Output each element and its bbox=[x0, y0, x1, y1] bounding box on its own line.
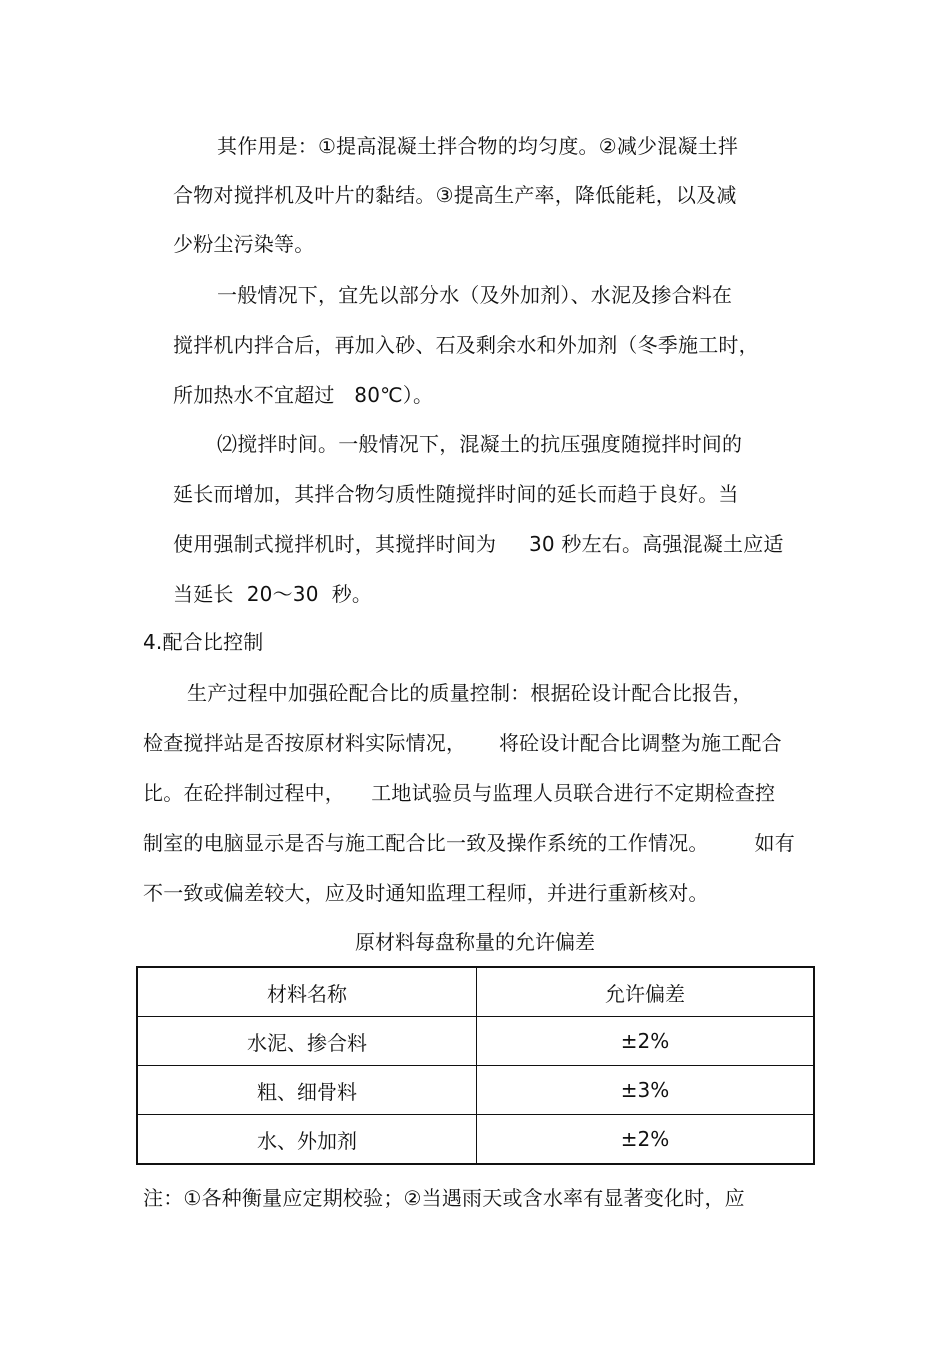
paragraph-line: 搅拌机内拌合后，再加入砂、石及剩余水和外加剂（冬季施工时， bbox=[173, 333, 759, 357]
paragraph-line: 合物对搅拌机及叶片的黏结。③提高生产率，降低能耗，以及减 bbox=[173, 183, 737, 207]
paragraph-line: 生产过程中加强砼配合比的质量控制：根据砼设计配合比报告， bbox=[187, 681, 753, 705]
tolerance-table bbox=[136, 966, 815, 1165]
header-tolerance: 允许偏差 bbox=[477, 967, 815, 1017]
cell-tolerance: ±2% bbox=[477, 1017, 815, 1066]
paragraph-line: ⑵搅拌时间。一般情况下，混凝土的抗压强度随搅拌时间的 bbox=[217, 432, 743, 456]
table-row bbox=[137, 1115, 814, 1165]
table-note: 注：①各种衡量应定期校验；②当遇雨天或含水率有显著变化时，应 bbox=[143, 1186, 745, 1210]
paragraph-line: 少粉尘污染等。 bbox=[173, 232, 315, 256]
cell-tolerance: ±2% bbox=[477, 1115, 815, 1165]
paragraph-line: 当延长 20～30 秒。 bbox=[173, 582, 373, 606]
cell-tolerance: ±3% bbox=[477, 1066, 815, 1115]
paragraph-line: 使用强制式搅拌机时，其搅拌时间为 30 秒左右。高强混凝土应适 bbox=[173, 532, 784, 556]
section-heading: 4.配合比控制 bbox=[143, 630, 264, 654]
paragraph-line: 其作用是：①提高混凝土拌合物的均匀度。②减少混凝土拌 bbox=[217, 134, 739, 158]
cell-material: 粗、细骨料 bbox=[137, 1066, 477, 1115]
paragraph-line: 比。在砼拌制过程中， 工地试验员与监理人员联合进行不定期检查控 bbox=[143, 781, 776, 805]
paragraph-line: 检查搅拌站是否按原材料实际情况， 将砼设计配合比调整为施工配合 bbox=[143, 731, 782, 755]
table-row bbox=[137, 1066, 814, 1115]
cell-material: 水泥、掺合料 bbox=[137, 1017, 477, 1066]
paragraph-line: 一般情况下，宜先以部分水（及外加剂）、水泥及掺合料在 bbox=[217, 283, 733, 307]
paragraph-line: 延长而增加，其拌合物匀质性随搅拌时间的延长而趋于良好。当 bbox=[173, 482, 739, 506]
paragraph-line: 不一致或偏差较大，应及时通知监理工程师，并进行重新核对。 bbox=[143, 881, 709, 905]
paragraph-line: 制室的电脑显示是否与施工配合比一致及操作系统的工作情况。 如有 bbox=[143, 831, 795, 855]
paragraph-line: 所加热水不宜超过 80℃）。 bbox=[173, 383, 434, 407]
table-caption: 原材料每盘称量的允许偏差 bbox=[355, 930, 595, 954]
cell-material: 水、外加剂 bbox=[137, 1115, 477, 1165]
table-row bbox=[137, 1017, 814, 1066]
table-header-row bbox=[137, 967, 814, 1017]
header-material: 材料名称 bbox=[137, 967, 477, 1017]
